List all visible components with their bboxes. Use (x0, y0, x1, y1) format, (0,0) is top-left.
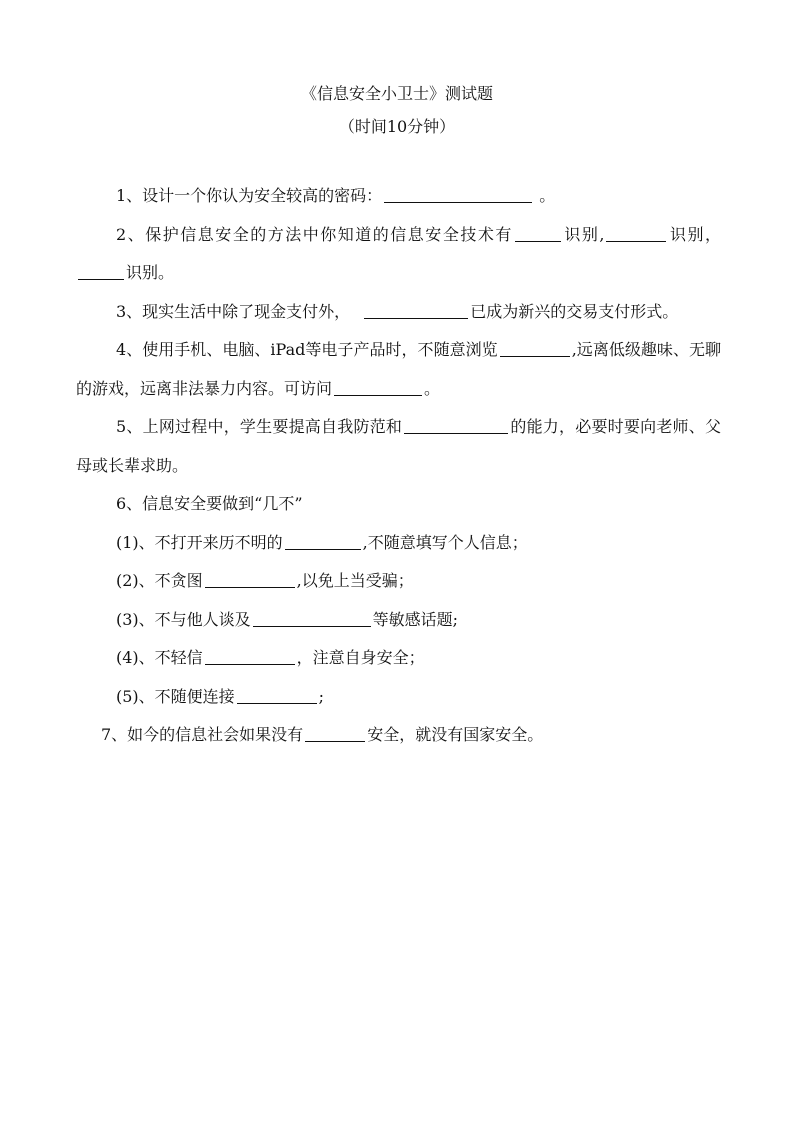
answer-blank[interactable] (500, 340, 570, 358)
question-2 (76, 216, 721, 293)
question-text: ,不随意填写个人信息； (362, 532, 528, 552)
question-text: (3)、不与他人谈及 (116, 609, 251, 629)
question-text: 。 (534, 186, 556, 205)
question-text: 识别， (668, 224, 721, 244)
question-text: 7、如今的信息社会如果没有 (101, 725, 304, 744)
question-text: 。 (424, 378, 441, 398)
question-text: ,远离低级趣味、无聊的游戏，远离非法暴力内容。可访问 (76, 340, 721, 398)
document-title: 《信息安全小卫士》测试题 (300, 84, 493, 103)
answer-blank[interactable] (334, 378, 422, 396)
answer-blank[interactable] (606, 224, 666, 242)
question-list (76, 177, 721, 755)
question-text: (5)、不随便连接 (116, 686, 235, 706)
question-text: 识别, (562, 224, 605, 244)
question-text: ,以免上当受骗； (296, 571, 414, 590)
answer-blank[interactable] (384, 186, 532, 204)
question-text: (2)、不贪图 (116, 571, 203, 590)
question-text: 的能力，必要时要向老师、父母或长辈求助。 (76, 417, 721, 475)
question-text: 4、使用手机、电脑、iPad等电子产品时，不随意浏览 (116, 340, 498, 359)
answer-blank[interactable] (205, 648, 295, 666)
answer-blank[interactable] (404, 417, 508, 435)
answer-blank[interactable] (305, 725, 365, 743)
document-subtitle: （时间10分钟） (338, 117, 456, 136)
question-7 (76, 716, 721, 755)
question-6-item-3 (76, 601, 721, 640)
question-text: 安全，就没有国家安全。 (367, 725, 544, 744)
question-6-item-5 (76, 678, 721, 717)
question-text: 识别。 (126, 263, 175, 282)
question-text: ; (318, 686, 325, 706)
answer-blank[interactable] (285, 532, 361, 550)
question-6 (76, 485, 721, 524)
question-text: 5、上网过程中，学生要提高自我防范和 (116, 417, 403, 436)
question-text: (1)、不打开来历不明的 (116, 532, 283, 552)
question-5 (76, 408, 721, 485)
answer-blank[interactable] (78, 263, 124, 281)
answer-blank[interactable] (205, 571, 295, 589)
question-text: ，注意自身安全； (296, 648, 425, 667)
answer-blank[interactable] (364, 301, 468, 319)
question-text: 1、设计一个你认为安全较高的密码： (116, 186, 383, 205)
question-text: 6、信息安全要做到“几不” (116, 494, 303, 513)
answer-blank[interactable] (237, 686, 317, 704)
answer-blank[interactable] (515, 224, 561, 242)
question-text: 等敏感话题; (372, 609, 459, 629)
question-6-item-1 (76, 524, 721, 563)
question-6-item-4 (76, 639, 721, 678)
question-4 (76, 331, 721, 408)
question-1 (76, 177, 721, 216)
answer-blank[interactable] (253, 609, 371, 627)
question-text: 已成为新兴的交易支付形式。 (470, 301, 679, 321)
question-text: 3、现实生活中除了现金支付外， (116, 301, 351, 321)
question-text: (4)、不轻信 (116, 648, 203, 667)
question-3 (76, 293, 721, 332)
question-6-item-2 (76, 562, 721, 601)
question-text: 2、保护信息安全的方法中你知道的信息安全技术有 (116, 224, 513, 244)
